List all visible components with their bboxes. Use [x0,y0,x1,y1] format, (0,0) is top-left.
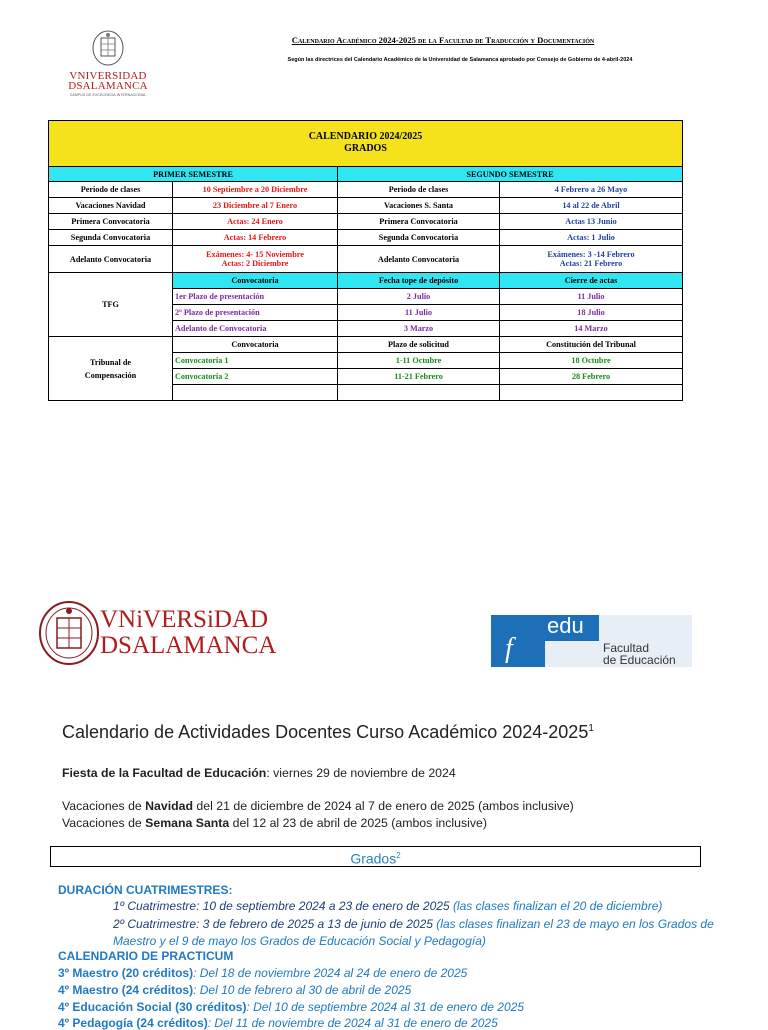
text-bold: 3º Maestro (20 créditos) [58,966,194,980]
row-value: Actas: 24 Enero [173,214,338,230]
text-note: (las clases finalizan el 23 de mayo en los Grados de [436,917,714,931]
tribunal-constitucion: 28 Febrero [500,369,683,385]
text: 1º Cuatrimestre: 10 de septiembre 2024 a 23 de enero de 2025 [113,899,453,913]
empty-cell [338,385,500,401]
tribunal-plazo: 11-21 Febrero [338,369,500,385]
text: : Del 11 de noviembre de 2024 al 31 de enero de 2025 [207,1016,498,1030]
adelanto-actas-1: Actas: 2 Diciembre [221,259,289,268]
tribunal-col-plazo: Plazo de solicitud [338,337,500,353]
logo-block [491,615,545,667]
tribunal-label-2: Compensación [84,370,137,380]
text: Vacaciones de [62,816,146,830]
tribunal-col-convocatoria: Convocatoria [173,337,338,353]
tribunal-constitucion: 18 Octubre [500,353,683,369]
text-bold: 4º Educación Social (30 créditos) [58,1000,247,1014]
text-bold: 4º Maestro (24 créditos) [58,983,194,997]
grados-box [50,846,701,867]
tfg-fecha: 3 Marzo [338,321,500,337]
practicum-item [58,966,467,980]
text: : Del 10 de septiembre 2024 al 31 de enero de 2025 [246,1000,524,1014]
logo-faculty-name [603,642,676,666]
university-logo-top [62,30,154,98]
university-seal-icon [92,30,124,66]
row-value: 23 Diciembre al 7 Enero [173,198,338,214]
second-semester-header: SEGUNDO SEMESTRE [338,167,683,182]
text: Vacaciones de [62,799,146,813]
tfg-plazo: 2º Plazo de presentación [173,305,338,321]
footnote-ref: 1 [588,723,594,734]
calendar-subtitle: Según las directrices del Calendario Académico de la Universidad de Salamanca aprobado por Consejo de Gobierno de 4-abril-2024 [287,57,633,63]
tfg-cierre: 14 Marzo [500,321,683,337]
text-bold: Semana Santa [145,816,230,830]
row-label: Vacaciones S. Santa [338,198,500,214]
activities-title [62,722,594,743]
fiesta-text: : viernes 29 de noviembre de 2024 [266,766,456,780]
tfg-plazo: Adelanto de Convocatoria [173,321,338,337]
text: : Del 18 de noviembre 2024 al 24 de enero de 2025 [193,966,468,980]
tribunal-label [49,337,173,401]
logo-line-1: VNIVERSIDAD [69,70,147,82]
tfg-cierre: 18 Julio [500,305,683,321]
row-label: Vacaciones Navidad [49,198,173,214]
row-value [173,246,338,273]
logo-line-1: VNiVERSiDAD [100,606,269,633]
row-label: Adelanto Convocatoria [338,246,500,273]
footnote-ref: 2 [396,851,401,860]
row-label: Primera Convocatoria [338,214,500,230]
row-label: Segunda Convocatoria [338,230,500,246]
tfg-col-cierre: Cierre de actas [500,273,683,289]
table-row [49,198,683,214]
row-value [500,246,683,273]
practicum-item [58,983,411,997]
row-label: Periodo de clases [338,182,500,198]
row-value: 10 Septiembre a 20 Diciembre [173,182,338,198]
table-row [49,230,683,246]
empty-cell [500,385,683,401]
tribunal-convocatoria: Convocatoria 1 [173,353,338,369]
text-bold: 4º Pedagogía (24 créditos) [58,1016,208,1030]
logo-line-2: DSALAMANCA [68,80,148,92]
table-row [49,214,683,230]
logo-faculty-line1: Facultad [603,641,650,655]
row-value: Actas: 14 Febrero [173,230,338,246]
tfg-plazo: 1er Plazo de presentación [173,289,338,305]
tribunal-plazo: 1-11 Octubre [338,353,500,369]
text-note: (las clases finalizan el 20 de diciembre) [452,899,663,913]
cuatrimestre-1 [113,899,662,913]
row-value: Actas 13 Junio [500,214,683,230]
first-semester-header: PRIMER SEMESTRE [49,167,338,182]
row-label: Periodo de clases [49,182,173,198]
row-value: 4 Febrero a 26 Mayo [500,182,683,198]
grados-label: Grados [350,850,397,867]
table-header-grados: GRADOS [49,141,683,167]
text-bold: Navidad [145,799,194,813]
adelanto-exams-2: Exámenes: 3 -14 Febrero [547,250,635,259]
table-header-title: CALENDARIO 2024/2025 [49,121,683,142]
practicum-heading: CALENDARIO DE PRACTICUM [58,949,234,963]
tfg-fecha: 11 Julio [338,305,500,321]
logo-faculty-line2: de Educación [603,653,676,667]
tfg-cierre: 11 Julio [500,289,683,305]
empty-cell [173,385,338,401]
row-value: 14 al 22 de Abril [500,198,683,214]
text: 2º Cuatrimestre: 3 de febrero de 2025 a 13 de junio de 2025 [113,917,437,931]
tribunal-convocatoria: Convocatoria 2 [173,369,338,385]
duracion-heading: DURACIÓN CUATRIMESTRES: [58,883,233,897]
cuatrimestre-2-cont: Maestro y el 9 de mayo los Grados de Educación Social y Pedagogía) [113,934,486,948]
practicum-item [58,1016,498,1030]
university-seal-icon [38,600,100,666]
tribunal-label-1: Tribunal de [89,357,132,367]
tribunal-col-constitucion: Constitución del Tribunal [500,337,683,353]
adelanto-actas-2: Actas: 21 Febrero [559,259,623,268]
fiesta-bold: Fiesta de la Facultad de Educación [62,766,267,780]
row-label: Adelanto Convocatoria [49,246,173,273]
logo-line-2: DSALAMANCA [100,632,277,659]
logo-mark: edu [547,613,584,638]
cuatrimestre-2 [113,917,714,931]
row-label: Primera Convocatoria [49,214,173,230]
tribunal-header-row [49,337,683,353]
title-text: Calendario de Actividades Docentes Curso Académico 2024-2025 [62,722,589,742]
table-row-adelanto [49,246,683,273]
text: del 21 de diciembre de 2024 al 7 de enero de 2025 (ambos inclusive) [193,799,574,813]
fiesta-line [62,766,456,780]
text: : Del 10 de febrero al 30 de abril de 2025 [193,983,412,997]
row-label: Segunda Convocatoria [49,230,173,246]
tfg-col-deposito: Fecha tope de depósito [338,273,500,289]
vacaciones-navidad [62,799,574,813]
tfg-col-convocatoria: Convocatoria [173,273,338,289]
vacaciones-semana-santa [62,816,487,830]
text: del 12 al 23 de abril de 2025 (ambos inclusive) [229,816,487,830]
tfg-label: TFG [49,273,173,337]
row-value: Actas: 1 Julio [500,230,683,246]
tfg-fecha: 2 Julio [338,289,500,305]
practicum-item [58,1000,524,1014]
university-logo-bottom [38,600,278,668]
faculty-education-logo [491,615,692,667]
calendar-table [48,120,683,401]
logo-tagline: CAMPUS DE EXCELENCIA INTERNACIONAL [69,93,147,97]
calendar-title: Calendario Académico 2024-2025 de la Facultad de Traducción y Documentación [291,35,595,45]
tfg-header-row [49,273,683,289]
table-row [49,182,683,198]
logo-glyph: f [505,633,513,664]
adelanto-exams-1: Exámenes: 4- 15 Noviembre [206,250,304,259]
